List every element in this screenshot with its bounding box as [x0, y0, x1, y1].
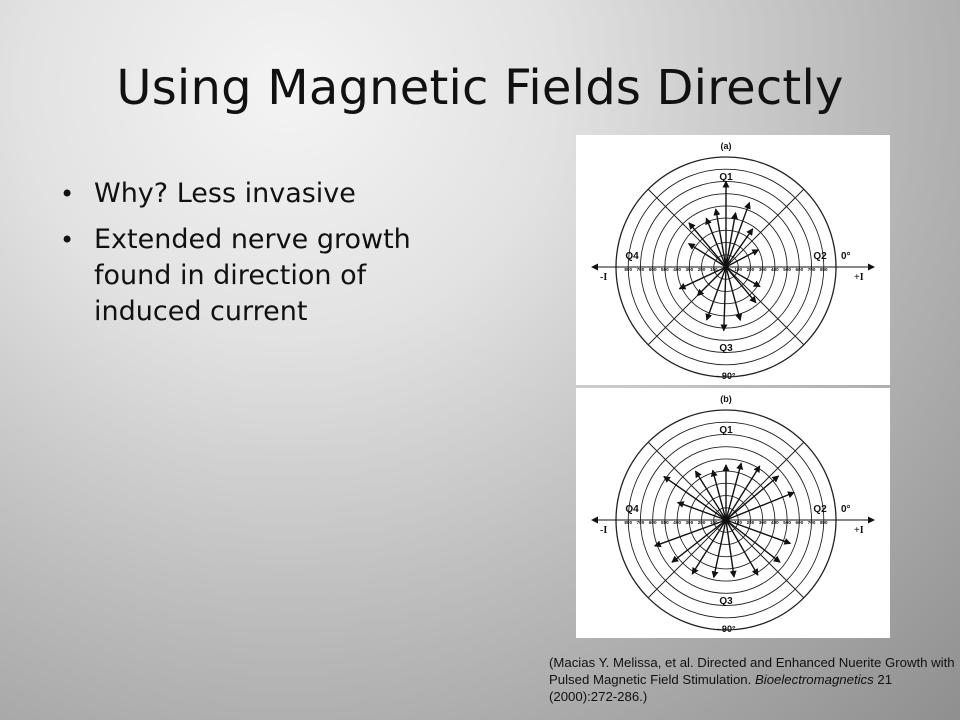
scale-label: 300: [758, 520, 767, 525]
scale-label: 300: [685, 520, 694, 525]
scale-label: 700: [636, 520, 645, 525]
citation-text-end: 21 (2000):272-286.): [549, 672, 893, 704]
scale-label: 600: [648, 520, 657, 525]
scale-label: 100: [734, 267, 743, 272]
scale-label: 400: [771, 267, 779, 272]
angle-label-right: 0°: [841, 251, 851, 262]
growth-arrow: [689, 223, 726, 267]
quadrant-label-q3: Q3: [719, 343, 733, 354]
angle-label-bottom: - 90°: [716, 624, 736, 634]
quadrant-label-q2: Q2: [813, 504, 827, 515]
growth-arrow: [726, 493, 794, 520]
scale-label: 400: [673, 267, 681, 272]
scale-label: 800: [819, 267, 828, 272]
pole-label-right: +I: [854, 272, 864, 283]
bullet-dot-icon: •: [60, 226, 75, 254]
scale-label: 300: [685, 267, 694, 272]
scale-label: 600: [795, 267, 804, 272]
scale-label: 200: [697, 520, 706, 525]
citation-text: (Macias Y. Melissa, et al. Directed and Enhanced Nuerite Growth with Pulsed Magnetic Field Stimulation.: [549, 655, 955, 687]
citation-journal: Bioelectromagnetics: [754, 672, 874, 687]
bullet-text: Extended nerve growth found in direction of induced current: [94, 224, 411, 327]
pole-label-right: +I: [854, 525, 864, 536]
bullet-item: [58, 222, 478, 330]
bullet-dot-icon: •: [60, 180, 75, 208]
citation-caption: [549, 654, 959, 705]
scale-label: 400: [673, 520, 681, 525]
scale-label: 500: [783, 267, 791, 272]
scale-label: 200: [746, 520, 755, 525]
scale-label: 100: [734, 520, 743, 525]
growth-arrow: [726, 476, 778, 520]
bullet-list: [58, 176, 478, 340]
polar-diagram-a: [576, 135, 890, 385]
quadrant-label-q4: Q4: [625, 251, 639, 262]
growth-arrow: [689, 244, 726, 267]
growth-arrow: [726, 203, 749, 267]
scale-label: 400: [771, 520, 779, 525]
quadrant-label-q1: Q1: [719, 172, 733, 183]
growth-arrow: [724, 267, 726, 331]
scale-label: 100: [709, 520, 718, 525]
quadrant-label-q3: Q3: [719, 596, 733, 607]
pole-label-left: -I: [600, 272, 608, 283]
scale-label: 600: [648, 267, 657, 272]
polar-diagram-b: [576, 388, 890, 638]
scale-label: 700: [807, 267, 816, 272]
polar-figure-panel-a: [576, 135, 890, 385]
scale-label: 200: [697, 267, 706, 272]
bullet-item: [58, 176, 478, 212]
slide-title: Using Magnetic Fields Directly: [116, 60, 844, 116]
scale-label: 300: [758, 267, 767, 272]
scale-label: 100: [709, 267, 718, 272]
bullet-text: Why? Less invasive: [94, 178, 356, 209]
panel-label: (a): [720, 141, 732, 151]
quadrant-label-q4: Q4: [625, 504, 639, 515]
quadrant-label-q2: Q2: [813, 251, 827, 262]
angle-label-right: 0°: [841, 504, 851, 515]
scale-label: 200: [746, 267, 755, 272]
scale-label: 500: [661, 520, 669, 525]
scale-label: 500: [783, 520, 791, 525]
panel-label: (b): [720, 394, 732, 404]
pole-label-left: -I: [600, 525, 608, 536]
scale-label: 800: [624, 520, 633, 525]
quadrant-label-q1: Q1: [719, 425, 733, 436]
scale-label: 500: [661, 267, 669, 272]
scale-label: 700: [807, 520, 816, 525]
scale-label: 700: [636, 267, 645, 272]
scale-label: 800: [624, 267, 633, 272]
scale-label: 600: [795, 520, 804, 525]
angle-label-bottom: - 90°: [716, 371, 736, 381]
polar-figure-panel-b: [576, 388, 890, 638]
scale-label: 800: [819, 520, 828, 525]
